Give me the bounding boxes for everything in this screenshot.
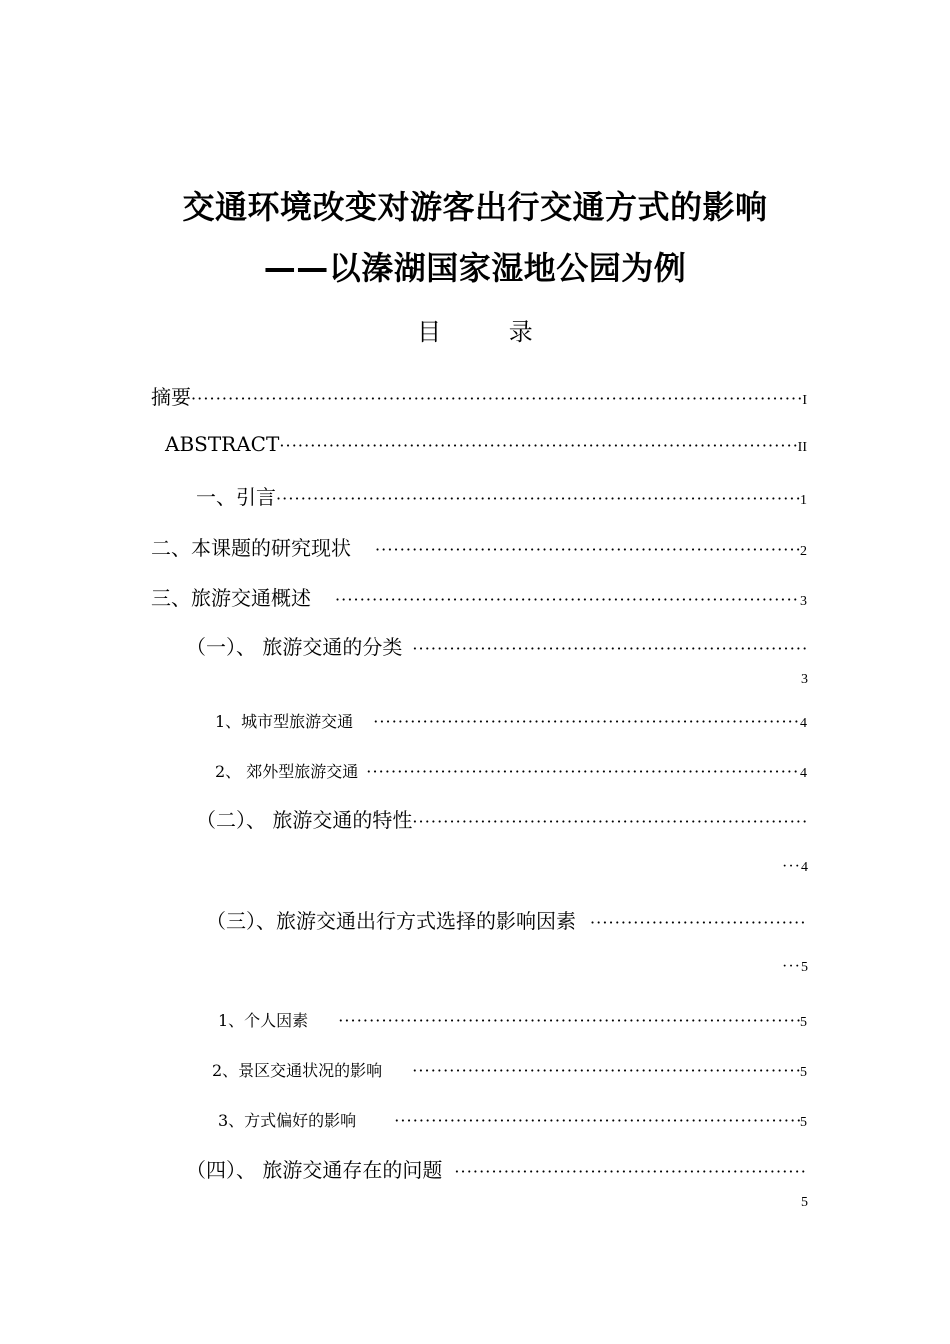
toc-leader (335, 590, 800, 609)
toc-entry[interactable] (215, 709, 807, 732)
toc-entry-page: I (802, 393, 807, 408)
toc-entry-label: ABSTRACT (165, 432, 280, 456)
toc-leader (412, 1061, 800, 1080)
toc-leader (338, 1011, 800, 1030)
toc-entry-page: 5 (801, 960, 808, 975)
toc-entry[interactable] (151, 582, 807, 611)
toc-entry-page: 5 (800, 1065, 807, 1080)
toc-entry-label: 二、本课题的研究现状 (151, 536, 351, 560)
toc-entry-page: 4 (800, 766, 807, 781)
toc-entry[interactable] (215, 759, 807, 782)
toc-leader (366, 762, 800, 781)
toc-entry-label: 1、城市型旅游交通 (215, 712, 354, 731)
toc-leader (590, 913, 807, 932)
toc-leader (454, 1162, 807, 1181)
toc-entry[interactable] (206, 905, 807, 934)
toc-entry-page-wrap: ···4 (782, 858, 808, 875)
toc-leader (279, 436, 797, 455)
document-subtitle: ——以溱湖国家湿地公园为例 (263, 249, 687, 287)
toc-entry-label: （一）、 旅游交通的分类 (186, 635, 403, 659)
toc-entry-label: 摘要 (151, 385, 191, 409)
toc-entry[interactable] (186, 631, 807, 660)
toc-entry[interactable] (151, 381, 807, 410)
toc-entry[interactable] (218, 1108, 807, 1131)
toc-entry-page: 1 (800, 493, 807, 508)
toc-entry[interactable] (196, 804, 807, 833)
toc-entry-page: 3 (800, 594, 807, 609)
toc-entry-page: 3 (801, 672, 808, 687)
toc-entry[interactable] (196, 481, 807, 510)
toc-entry-label: 2、景区交通状况的影响 (212, 1061, 383, 1080)
toc-leader (412, 639, 807, 658)
toc-leader (412, 812, 807, 831)
toc-entry-label: 1、个人因素 (218, 1011, 309, 1030)
toc-leader (191, 389, 802, 408)
toc-entry[interactable] (165, 432, 807, 456)
toc-entry-label: 一、引言 (196, 485, 276, 509)
toc-entry-page: 4 (801, 860, 808, 875)
toc-entry-label: （四）、 旅游交通存在的问题 (186, 1158, 443, 1182)
toc-entry-label: 三、旅游交通概述 (151, 586, 311, 610)
toc-entry-page-wrap: ···5 (782, 958, 808, 975)
toc-entry[interactable] (151, 532, 807, 561)
toc-entry-page: 5 (800, 1115, 807, 1130)
toc-leader (276, 489, 800, 508)
toc-entry-label: （三）、旅游交通出行方式选择的影响因素 (206, 909, 576, 933)
toc-entry[interactable] (212, 1058, 807, 1081)
toc-entry-page: 2 (800, 544, 807, 559)
toc-leader (394, 1111, 800, 1130)
toc-entry-page: II (797, 440, 807, 455)
toc-heading: 目 录 (417, 318, 563, 346)
toc-leader (375, 540, 800, 559)
toc-entry-page: 4 (800, 716, 807, 731)
toc-entry[interactable] (218, 1008, 807, 1031)
toc-entry-label: （二）、 旅游交通的特性 (196, 808, 413, 832)
document-title: 交通环境改变对游客出行交通方式的影响 (182, 188, 768, 226)
toc-entry-page: 5 (801, 1195, 808, 1210)
toc-entry-page: 5 (800, 1015, 807, 1030)
toc-entry-label: 3、方式偏好的影响 (218, 1111, 357, 1130)
toc-entry-label: 2、 郊外型旅游交通 (215, 762, 359, 781)
toc-entry[interactable] (186, 1154, 807, 1183)
toc-leader (373, 712, 800, 731)
